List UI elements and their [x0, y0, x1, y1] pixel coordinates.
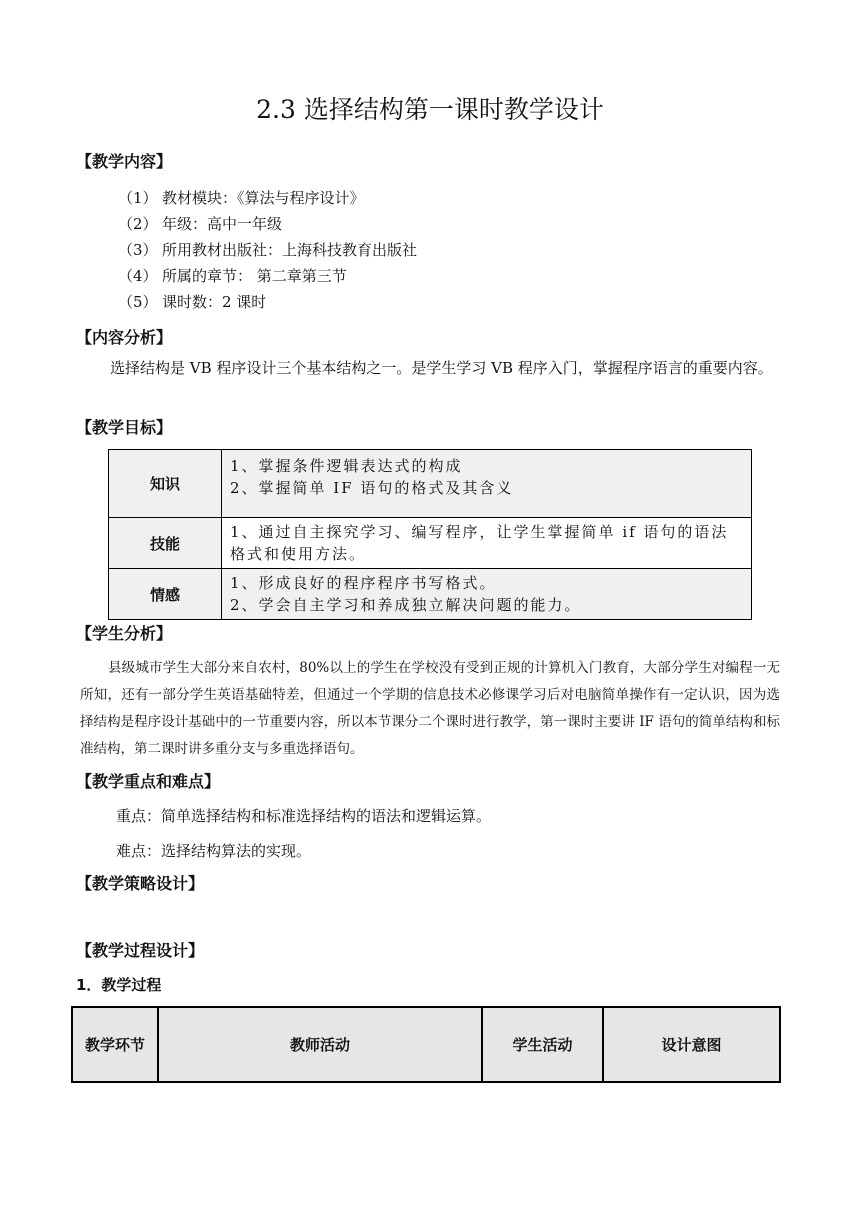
strategy-heading: 【教学策略设计】	[76, 874, 205, 893]
item-text: 所用教材出版社：上海科技教育出版社	[162, 241, 418, 259]
content-item	[118, 214, 282, 234]
content-analysis-text: 选择结构是 VB 程序设计三个基本结构之一。是学生学习 VB 程序入门，掌握程序语言的重要内容。	[110, 359, 773, 377]
column-header: 教师活动	[158, 1007, 482, 1082]
content-item	[118, 188, 365, 208]
goal-label: 技能	[109, 518, 222, 569]
document-title: 2.3 选择结构第一课时教学设计	[256, 95, 604, 124]
item-number: （5）	[118, 293, 158, 311]
item-text: 教材模块：《算法与程序设计》	[162, 189, 365, 207]
process-heading: 【教学过程设计】	[76, 941, 205, 960]
goal-line: 1、形成良好的程序程序书写格式。	[230, 574, 497, 592]
teaching-goals-table	[108, 449, 752, 620]
goal-row-skill	[109, 518, 752, 569]
item-number: （3）	[118, 241, 158, 259]
student-analysis-heading: 【学生分析】	[76, 624, 173, 643]
key-point-text: 重点：简单选择结构和标准选择结构的语法和逻辑运算。	[116, 807, 492, 825]
content-item	[118, 240, 417, 260]
process-table	[71, 1006, 781, 1083]
column-header: 设计意图	[603, 1007, 780, 1082]
key-difficult-heading: 【教学重点和难点】	[76, 772, 221, 791]
goal-content	[222, 518, 752, 569]
goal-line: 2、学会自主学习和养成独立解决问题的能力。	[230, 596, 582, 614]
item-number: （4）	[118, 267, 158, 285]
goal-content	[222, 450, 752, 518]
process-header-row	[72, 1007, 780, 1082]
teaching-content-heading: 【教学内容】	[76, 152, 173, 171]
goal-line: 2、掌握简单 IF 语句的格式及其含义	[230, 478, 514, 497]
process-subheading: 1．教学过程	[76, 976, 162, 994]
content-analysis-heading: 【内容分析】	[76, 328, 173, 347]
item-number: （2）	[118, 215, 158, 233]
teaching-goals-heading: 【教学目标】	[76, 418, 173, 437]
goal-row-emotion	[109, 569, 752, 620]
column-header: 学生活动	[482, 1007, 603, 1082]
goal-line: 1、通过自主探究学习、编写程序，让学生掌握简单 if 语句的语法格式和使用方法。	[230, 523, 729, 563]
item-text: 课时数：2 课时	[162, 293, 267, 311]
student-analysis-text: 县级城市学生大部分来自农村，80%以上的学生在学校没有受到正规的计算机入门教育，大部分学生对编程一无所知，还有一部分学生英语基础特差，但通过一个学期的信息技术必修课学习后对电脑简单操作有一定认识，因为选择结构是程序设计基础中的一节重要内容，所以本节课分二个课时进行教学，第一课时主要讲 IF 语句的简单结构和标准结构，第二课时讲多重分支与多重选择语句。	[80, 660, 780, 757]
column-header: 教学环节	[72, 1007, 158, 1082]
content-item	[118, 292, 266, 312]
goal-label: 情感	[109, 569, 222, 620]
goal-label: 知识	[109, 450, 222, 518]
item-text: 年级：高中一年级	[162, 215, 283, 233]
goal-line: 1、掌握条件逻辑表达式的构成	[230, 456, 463, 475]
item-number: （1）	[118, 189, 158, 207]
goal-row-knowledge	[109, 450, 752, 518]
item-text: 所属的章节： 第二章第三节	[162, 267, 347, 285]
difficult-point-text: 难点：选择结构算法的实现。	[116, 842, 312, 860]
content-item	[118, 266, 347, 286]
goal-content	[222, 569, 752, 620]
